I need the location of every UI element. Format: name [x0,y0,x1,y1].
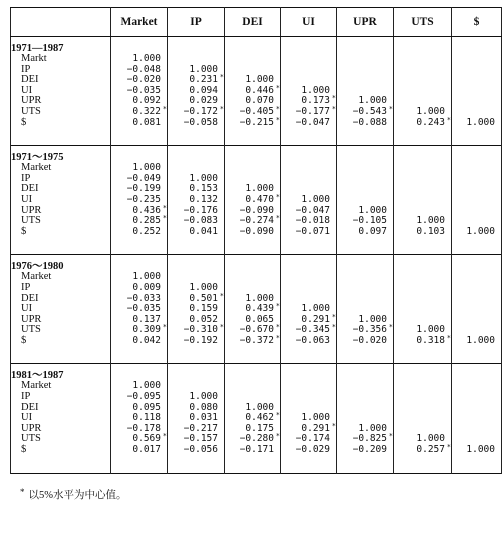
correlation-cell: 0.231 * [189,73,224,86]
correlation-cell [452,294,501,305]
significance-marker: * [331,421,336,430]
value-column [281,364,337,473]
significance-marker: * [388,323,393,332]
row-label: UTS [21,215,41,227]
header-row [11,8,502,37]
correlation-cell [394,174,451,185]
significance-marker: * [446,333,451,342]
significance-marker: * [331,323,336,332]
correlation-cell: −0.274 * [239,214,280,227]
row-label: $ [21,225,27,237]
correlation-cell: −0.310 * [183,323,224,336]
correlation-cell: −0.029 [295,444,330,456]
significance-marker: * [162,214,167,223]
header-dollar: $ [452,8,502,37]
correlation-cell: 1.000 [358,204,387,216]
row-label: IP [21,172,31,184]
significance-marker: * [275,83,280,92]
correlation-cell: 0.031 [189,412,218,424]
significance-marker: * [331,94,336,103]
correlation-cell: 1.000 [301,84,330,96]
correlation-cell: 0.175 [245,422,274,434]
correlation-cell: 0.065 [245,313,274,325]
significance-marker: * [275,104,280,113]
section-row [11,37,502,146]
value-column [394,255,452,364]
correlation-cell: −0.018 [295,215,330,227]
significance-marker: * [162,203,167,212]
correlation-cell: −0.020 [126,74,161,86]
row-label: $ [21,116,27,128]
row-label: $ [21,444,27,456]
correlation-cell: 0.462 * [245,411,280,424]
value-column [111,364,168,473]
correlation-cell: 0.094 [189,84,218,96]
correlation-cell: 0.446 * [245,83,280,96]
row-label: $ [21,334,27,346]
correlation-cell: 1.000 [245,292,274,304]
correlation-cell: −0.235 [126,193,161,205]
row-label: Market [21,162,52,174]
significance-marker: * [331,104,336,113]
correlation-cell: −0.176 [183,204,218,216]
period-label: 1981～1987 [11,370,64,382]
correlation-cell: 0.159 [189,303,218,315]
row-label: Market [21,271,52,283]
correlation-cell: −0.035 [126,84,161,96]
row-label: DEI [21,401,39,413]
correlation-cell: 0.569 * [132,432,167,445]
correlation-cell: 0.153 [189,183,218,195]
correlation-cell [452,65,501,76]
value-column [111,146,168,255]
correlation-cell: −0.105 [352,215,387,227]
correlation-cell [394,294,451,305]
row-label: UI [21,303,33,315]
row-label: UI [21,193,33,205]
significance-marker: * [446,115,451,124]
correlation-cell: −0.192 [183,334,218,346]
value-column [337,364,394,473]
value-column [111,37,168,146]
correlation-cell: 0.291 * [301,312,336,325]
footnote-text: 以5%水平为中心值。 [28,489,127,501]
correlation-cell [452,184,501,195]
correlation-cell: 1.000 [245,183,274,195]
value-column [452,146,502,255]
row-label: UPR [21,422,42,434]
correlation-cell [452,304,501,315]
value-column [394,37,452,146]
correlation-cell: 0.501 * [189,291,224,304]
correlation-cell: 0.009 [132,281,161,293]
header-uts: UTS [394,8,452,37]
correlation-cell: 0.118 [132,412,161,424]
correlation-cell [394,392,451,403]
correlation-cell: 1.000 [466,334,495,346]
header-ui: UI [281,8,337,37]
correlation-cell: 0.092 [132,95,161,107]
correlation-cell: 1.000 [301,193,330,205]
row-label: DEI [21,74,39,86]
row-label: UI [21,84,33,96]
correlation-cell: −0.825 * [352,432,393,445]
section-row [11,255,502,364]
correlation-cell: −0.177 * [295,104,336,117]
correlation-cell: 0.436 * [132,203,167,216]
correlation-cell: −0.171 [239,444,274,456]
significance-marker: * [219,291,224,300]
value-column [168,255,225,364]
significance-marker: * [331,312,336,321]
correlation-cell: −0.172 * [183,104,224,117]
significance-marker: * [219,323,224,332]
header-ip: IP [168,8,225,37]
correlation-cell: −0.048 [126,63,161,75]
correlation-cell: 0.041 [189,225,218,237]
row-label: UPR [21,204,42,216]
correlation-cell: −0.209 [352,444,387,456]
correlation-cell: −0.047 [295,116,330,128]
correlation-cell: −0.356 * [352,323,393,336]
row-label: UPR [21,313,42,325]
correlation-cell: 1.000 [189,172,218,184]
correlation-cell [337,195,393,206]
correlation-cell: 1.000 [466,225,495,237]
correlation-cell [394,86,451,97]
correlation-cell [452,413,501,424]
section-labels [11,255,111,364]
header-dei: DEI [225,8,281,37]
significance-marker: * [219,73,224,82]
correlation-cell: 1.000 [301,303,330,315]
correlation-cell: 1.000 [416,215,445,227]
value-column [281,37,337,146]
correlation-cell: −0.063 [295,334,330,346]
correlation-cell: 1.000 [358,95,387,107]
value-column [452,255,502,364]
correlation-cell: −0.174 [295,433,330,445]
correlation-cell [281,381,336,392]
correlation-cell [337,54,393,65]
correlation-cell: 0.243 * [416,115,451,128]
significance-marker: * [275,323,280,332]
correlation-cell [337,65,393,76]
correlation-cell [337,283,393,294]
correlation-cell [337,174,393,185]
section-labels [11,37,111,146]
correlation-cell: −0.217 [183,422,218,434]
row-label: IP [21,281,31,293]
row-label: UTS [21,433,41,445]
correlation-cell: 0.095 [132,401,161,413]
correlation-cell: 0.137 [132,313,161,325]
correlation-cell [394,163,451,174]
correlation-cell: −0.049 [126,172,161,184]
correlation-cell [452,392,501,403]
correlation-cell [452,75,501,86]
correlation-cell: 0.470 * [245,192,280,205]
correlation-cell: 0.173 * [301,94,336,107]
correlation-cell: 0.285 * [132,214,167,227]
correlation-cell: 0.097 [358,225,387,237]
row-label: IP [21,391,31,403]
correlation-cell: 1.000 [132,380,161,392]
significance-marker: * [275,214,280,223]
correlation-cell [281,174,336,185]
correlation-cell: −0.199 [126,183,161,195]
correlation-cell [281,272,336,283]
correlation-cell: −0.215 * [239,115,280,128]
value-column [225,37,281,146]
correlation-cell [225,272,280,283]
correlation-cell: 0.042 [132,334,161,346]
correlation-cell [394,413,451,424]
significance-marker: * [219,104,224,113]
significance-marker: * [162,104,167,113]
value-column [452,37,502,146]
value-column [337,255,394,364]
row-label: UTS [21,324,41,336]
correlation-cell: −0.088 [352,116,387,128]
correlation-cell [225,381,280,392]
correlation-cell [394,184,451,195]
correlation-table [10,7,502,474]
correlation-cell: −0.095 [126,391,161,403]
correlation-cell: 1.000 [132,53,161,64]
correlation-cell: −0.047 [295,204,330,216]
correlation-cell: 1.000 [132,162,161,174]
correlation-cell: 1.000 [358,313,387,325]
footnote [20,487,501,502]
correlation-cell [281,54,336,65]
correlation-cell [452,283,501,294]
significance-marker: * [275,115,280,124]
correlation-cell: −0.033 [126,292,161,304]
correlation-cell [337,163,393,174]
section-row [11,364,502,473]
correlation-cell [337,381,393,392]
significance-marker: * [162,323,167,332]
correlation-cell [394,304,451,315]
correlation-cell: −0.280 * [239,432,280,445]
correlation-cell: 1.000 [358,422,387,434]
correlation-cell: 1.000 [189,391,218,403]
correlation-table-container [10,7,501,502]
correlation-cell: 1.000 [416,433,445,445]
correlation-cell: 0.252 [132,225,161,237]
correlation-cell: 0.081 [132,116,161,128]
correlation-cell: −0.157 [183,433,218,445]
correlation-cell: −0.090 [239,225,274,237]
significance-marker: * [388,432,393,441]
correlation-cell: 0.052 [189,313,218,325]
correlation-cell: −0.372 * [239,333,280,346]
correlation-cell [281,392,336,403]
correlation-cell: 0.309 * [132,323,167,336]
correlation-cell [452,86,501,97]
section-row [11,146,502,255]
value-column [225,255,281,364]
correlation-cell [394,381,451,392]
correlation-cell [452,195,501,206]
correlation-cell: 0.080 [189,401,218,413]
correlation-cell [281,65,336,76]
correlation-cell [394,54,451,65]
row-label: IP [21,63,31,75]
correlation-cell: 1.000 [189,63,218,75]
period-label: 1971～1975 [11,152,64,164]
correlation-cell [394,283,451,294]
correlation-cell: −0.035 [126,303,161,315]
correlation-cell: −0.345 * [295,323,336,336]
correlation-cell [225,163,280,174]
correlation-cell [452,315,501,326]
correlation-cell [225,283,280,294]
correlation-cell [394,65,451,76]
correlation-cell [281,163,336,174]
row-label: DEI [21,292,39,304]
row-label: Markt [21,53,47,64]
header-market: Market [111,8,168,37]
correlation-cell: 0.257 * [416,443,451,456]
row-label: DEI [21,183,39,195]
correlation-cell: 1.000 [132,271,161,283]
significance-marker: * [275,192,280,201]
value-column [168,146,225,255]
value-column [168,37,225,146]
row-label: Market [21,380,52,392]
significance-marker: * [446,443,451,452]
correlation-cell [452,163,501,174]
correlation-cell: 0.291 * [301,421,336,434]
row-label: UI [21,412,33,424]
correlation-cell: 0.132 [189,193,218,205]
value-column [281,146,337,255]
footnote-marker: * [20,486,25,497]
correlation-cell: 0.103 [416,225,445,237]
row-label: UPR [21,95,42,107]
period-label: 1976～1980 [11,261,64,273]
correlation-cell: 0.070 [245,95,274,107]
correlation-cell [337,184,393,195]
value-column [225,146,281,255]
correlation-cell [394,75,451,86]
correlation-cell: 0.318 * [416,333,451,346]
row-label: UTS [21,105,41,117]
significance-marker: * [275,411,280,420]
correlation-cell: −0.020 [352,334,387,346]
correlation-cell: 1.000 [189,281,218,293]
correlation-cell: 0.017 [132,444,161,456]
correlation-cell [337,272,393,283]
correlation-cell [452,96,501,107]
correlation-cell: 1.000 [466,116,495,128]
correlation-cell: 1.000 [245,74,274,86]
correlation-cell [452,381,501,392]
correlation-cell: −0.056 [183,444,218,456]
correlation-cell [337,75,393,86]
correlation-cell [225,54,280,65]
header-corner [11,8,111,37]
period-label: 1971—1987 [11,43,64,54]
header-upr: UPR [337,8,394,37]
correlation-cell: 1.000 [301,412,330,424]
correlation-cell [394,403,451,414]
correlation-cell: 1.000 [416,324,445,336]
correlation-cell: 1.000 [466,444,495,456]
correlation-cell: −0.071 [295,225,330,237]
value-column [168,364,225,473]
value-column [394,146,452,255]
correlation-cell: −0.178 [126,422,161,434]
correlation-cell [337,403,393,414]
value-column [452,364,502,473]
correlation-cell [281,283,336,294]
section-labels [11,364,111,473]
significance-marker: * [162,432,167,441]
significance-marker: * [275,302,280,311]
correlation-cell: 0.439 * [245,302,280,315]
correlation-cell: −0.405 * [239,104,280,117]
correlation-cell [337,392,393,403]
correlation-cell [394,195,451,206]
value-column [111,255,168,364]
correlation-cell [452,54,501,65]
significance-marker: * [275,333,280,342]
correlation-cell: 0.322 * [132,104,167,117]
correlation-cell [337,294,393,305]
correlation-cell [452,174,501,185]
value-column [337,146,394,255]
section-labels [11,146,111,255]
correlation-cell: 0.029 [189,95,218,107]
value-column [394,364,452,473]
correlation-cell [394,272,451,283]
correlation-cell: 1.000 [416,105,445,117]
value-column [281,255,337,364]
significance-marker: * [388,104,393,113]
correlation-cell: −0.058 [183,116,218,128]
correlation-cell: −0.083 [183,215,218,227]
correlation-cell [452,107,501,118]
correlation-cell [452,206,501,217]
correlation-cell: −0.090 [239,204,274,216]
significance-marker: * [275,432,280,441]
value-column [225,364,281,473]
correlation-cell: −0.543 * [352,104,393,117]
correlation-cell [168,54,224,65]
correlation-cell [452,424,501,435]
value-column [337,37,394,146]
correlation-cell: 1.000 [245,401,274,413]
correlation-cell [452,403,501,414]
correlation-cell [452,272,501,283]
correlation-cell: −0.670 * [239,323,280,336]
